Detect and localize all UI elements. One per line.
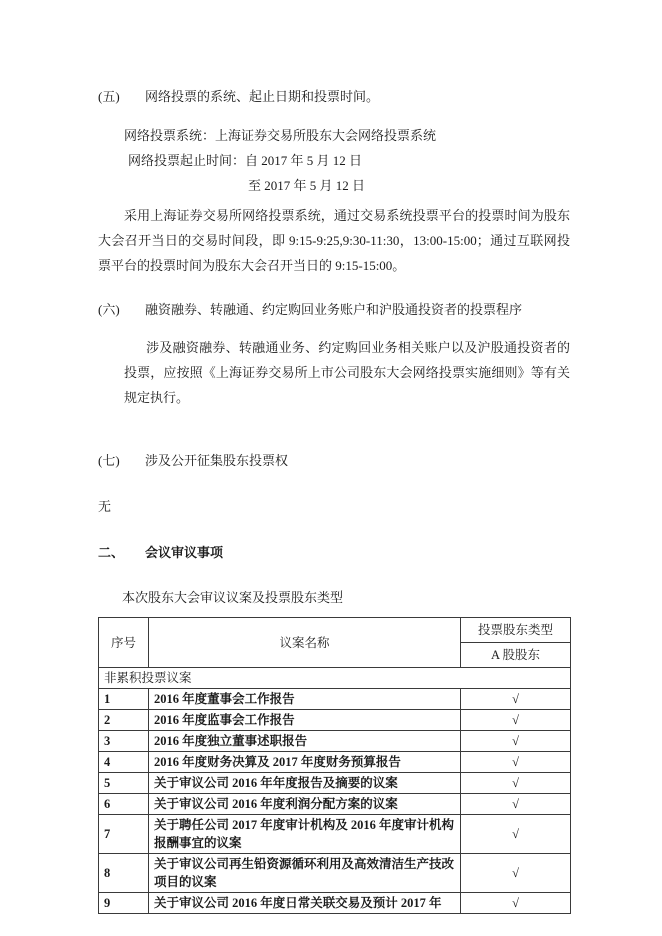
- row-name: 关于审议公司 2016 年年度报告及摘要的议案: [149, 773, 461, 794]
- vote-system-line: 网络投票系统：上海证券交易所股东大会网络投票系统: [124, 128, 437, 143]
- table-group-row: [99, 668, 571, 689]
- table-row: [99, 773, 571, 794]
- row-name: 2016 年度董事会工作报告: [149, 689, 461, 710]
- section-5-number: (五): [98, 89, 120, 104]
- table-row: [99, 710, 571, 731]
- section-5-heading: [98, 84, 570, 109]
- spacer: [98, 109, 570, 123]
- section-2-number: 二、: [98, 545, 125, 560]
- vote-start-line: 网络投票起止时间：自 2017 年 5 月 12 日: [128, 153, 363, 168]
- section-6-number: (六): [98, 302, 120, 317]
- section-7-number: (七): [98, 453, 120, 468]
- row-no: 6: [99, 794, 149, 815]
- section-6-heading: [98, 297, 570, 322]
- col-header-type-sub: A 股股东: [461, 643, 571, 668]
- row-vote-a: √: [461, 710, 571, 731]
- section-7-title: 涉及公开征集股东投票权: [145, 453, 289, 468]
- section-6-title: 融资融券、转融通、约定购回业务账户和沪股通投资者的投票程序: [145, 302, 523, 317]
- table-row: [99, 893, 571, 914]
- row-no: 4: [99, 752, 149, 773]
- row-no: 5: [99, 773, 149, 794]
- row-vote-a: √: [461, 752, 571, 773]
- row-vote-a: √: [461, 794, 571, 815]
- row-no: 3: [99, 731, 149, 752]
- agenda-table: [98, 617, 571, 914]
- table-row: [99, 752, 571, 773]
- row-name: 2016 年度独立董事述职报告: [149, 731, 461, 752]
- table-header-row-1: [99, 618, 571, 643]
- row-no: 2: [99, 710, 149, 731]
- col-header-type: 投票股东类型: [461, 618, 571, 643]
- table-row: [99, 731, 571, 752]
- row-vote-a: √: [461, 893, 571, 914]
- section-5-paragraph: 采用上海证券交易所网络投票系统，通过交易系统投票平台的投票时间为股东大会召开当日的交易时间段，即 9:15-9:25,9:30-11:30，13:00-15:00；通过互联网投票平台的投票时间为股东大会召开当日的 9:15-15:00。: [98, 208, 570, 273]
- row-vote-a: √: [461, 854, 571, 893]
- row-no: 7: [99, 815, 149, 854]
- section-2-heading: [98, 540, 570, 565]
- section-2-title: 会议审议事项: [145, 545, 224, 560]
- vote-end-line: 至 2017 年 5 月 12 日: [248, 178, 366, 193]
- col-header-name: 议案名称: [149, 618, 461, 668]
- row-no: 9: [99, 893, 149, 914]
- row-vote-a: √: [461, 689, 571, 710]
- group-label: 非累积投票议案: [99, 668, 571, 689]
- table-row: [99, 815, 571, 854]
- row-no: 8: [99, 854, 149, 893]
- row-name: 2016 年度监事会工作报告: [149, 710, 461, 731]
- row-name: 关于审议公司 2016 年度日常关联交易及预计 2017 年: [149, 893, 461, 914]
- row-name: 2016 年度财务决算及 2017 年度财务预算报告: [149, 752, 461, 773]
- section-7-paragraph: 无: [98, 499, 112, 514]
- row-name: 关于审议公司再生铅资源循环利用及高效清洁生产技改项目的议案: [149, 854, 461, 893]
- col-header-no: 序号: [99, 618, 149, 668]
- table-row: [99, 854, 571, 893]
- section-6-paragraph: 涉及融资融券、转融通业务、约定购回业务相关账户以及沪股通投资者的投票，应按照《上海证券交易所上市公司股东大会网络投票实施细则》等有关规定执行。: [124, 340, 570, 405]
- table-intro: 本次股东大会审议议案及投票股东类型: [122, 590, 344, 605]
- row-no: 1: [99, 689, 149, 710]
- row-vote-a: √: [461, 773, 571, 794]
- table-row: [99, 689, 571, 710]
- table-row: [99, 794, 571, 815]
- section-5-title: 网络投票的系统、起止日期和投票时间。: [145, 89, 380, 104]
- row-name: 关于审议公司 2016 年度利润分配方案的议案: [149, 794, 461, 815]
- row-name: 关于聘任公司 2017 年度审计机构及 2016 年度审计机构报酬事宜的议案: [149, 815, 461, 854]
- section-7-heading: [98, 448, 570, 473]
- row-vote-a: √: [461, 731, 571, 752]
- row-vote-a: √: [461, 815, 571, 854]
